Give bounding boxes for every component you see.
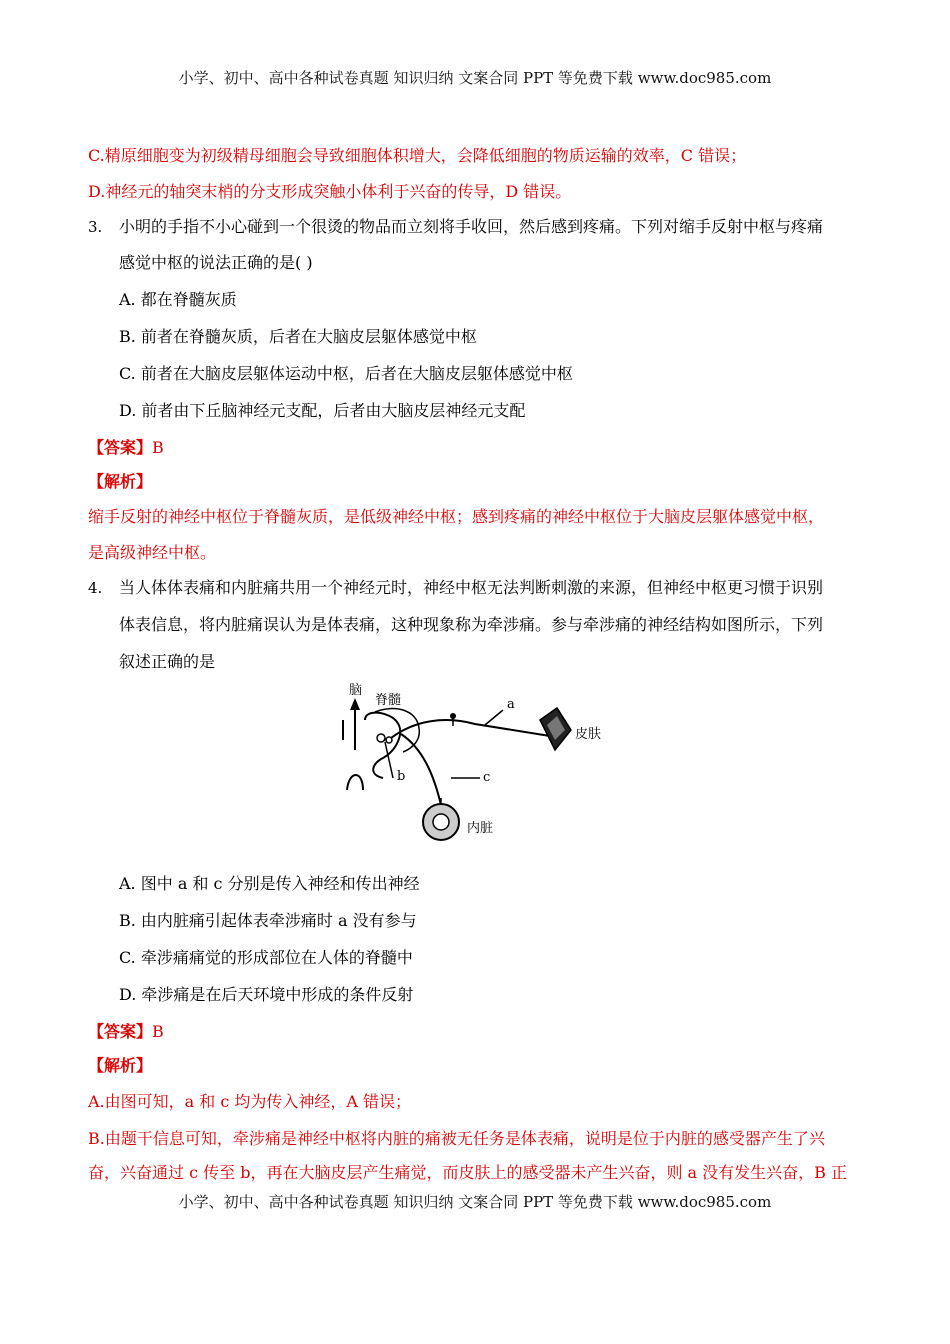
q4-option-c: C. 牵涉痛痛觉的形成部位在人体的脊髓中 <box>119 948 413 967</box>
q3-stem-line2: 感觉中枢的说法正确的是( ) <box>119 253 313 272</box>
q3-option-a: A. 都在脊髓灰质 <box>119 290 237 309</box>
q4-answer <box>88 1021 164 1043</box>
q3-option-d: D. 前者由下丘脑神经元支配，后者由大脑皮层神经元支配 <box>119 401 526 420</box>
q3-analysis-label: 【解析】 <box>88 472 153 491</box>
figure-label-brain: 脑 <box>349 683 363 698</box>
q4-stem-line2: 体表信息，将内脏痛误认为是体表痛，这种现象称为牵涉痛。参与牵涉痛的神经结构如图所示，下列 <box>119 615 824 634</box>
q4-option-a: A. 图中 a 和 c 分别是传入神经和传出神经 <box>119 874 420 893</box>
q3-option-c: C. 前者在大脑皮层躯体运动中枢，后者在大脑皮层躯体感觉中枢 <box>119 364 573 383</box>
q3-option-b: B. 前者在脊髓灰质，后者在大脑皮层躯体感觉中枢 <box>119 327 477 346</box>
q4-stem-line1: 当人体体表痛和内脏痛共用一个神经元时，神经中枢无法判断刺激的来源，但神经中枢更习惯于识别 <box>119 578 824 597</box>
q3-number: 3. <box>88 218 103 236</box>
q4-answer-value: B <box>152 1022 164 1041</box>
q4-analysis-a: A.由图可知，a 和 c 均为传入神经，A 错误； <box>88 1092 412 1111</box>
figure-label-spinal: 脊髓 <box>375 693 402 708</box>
prev-analysis-d: D.神经元的轴突末梢的分支形成突触小体利于兴奋的传导，D 错误。 <box>88 182 572 201</box>
figure-label-skin: 皮肤 <box>575 727 602 742</box>
q3-analysis-line2: 是高级神经中枢。 <box>88 543 217 562</box>
q3-answer <box>88 437 164 459</box>
figure-label-c: c <box>483 770 491 785</box>
q4-analysis-b-line1: B.由题干信息可知，牵涉痛是神经中枢将内脏的痛被无任务是体表痛，说明是位于内脏的感受器产生了兴 <box>88 1129 825 1148</box>
figure-label-b: b <box>397 769 406 784</box>
q4-analysis-b-line2: 奋，兴奋通过 c 传至 b，再在大脑皮层产生痛觉，而皮肤上的感受器未产生兴奋，则 a 没有发生兴奋，B 正 <box>88 1163 848 1182</box>
q3-answer-value: B <box>152 438 164 457</box>
page-header: 小学、初中、高中各种试卷真题 知识归纳 文案合同 PPT 等免费下载 www.doc985.com <box>178 69 772 87</box>
q4-analysis-label: 【解析】 <box>88 1056 153 1075</box>
q4-answer-label: 【答案】 <box>88 1022 153 1041</box>
nerve-structure-figure <box>335 680 615 845</box>
prev-analysis-c: C.精原细胞变为初级精母细胞会导致细胞体积增大，会降低细胞的物质运输的效率，C 错误； <box>88 146 747 165</box>
figure-label-organ: 内脏 <box>467 821 494 836</box>
q4-option-d: D. 牵涉痛是在后天环境中形成的条件反射 <box>119 985 414 1004</box>
q3-stem-line1: 小明的手指不小心碰到一个很烫的物品而立刻将手收回，然后感到疼痛。下列对缩手反射中枢与疼痛 <box>119 217 824 236</box>
q3-analysis-line1: 缩手反射的神经中枢位于脊髓灰质，是低级神经中枢；感到疼痛的神经中枢位于大脑皮层躯体感觉中枢， <box>88 507 825 526</box>
q4-number: 4. <box>88 579 103 597</box>
page-footer: 小学、初中、高中各种试卷真题 知识归纳 文案合同 PPT 等免费下载 www.doc985.com <box>178 1193 772 1211</box>
q3-answer-label: 【答案】 <box>88 438 153 457</box>
figure-label-a: a <box>507 697 515 712</box>
q4-stem-line3: 叙述正确的是 <box>119 652 216 671</box>
q4-option-b: B. 由内脏痛引起体表牵涉痛时 a 没有参与 <box>119 911 417 930</box>
